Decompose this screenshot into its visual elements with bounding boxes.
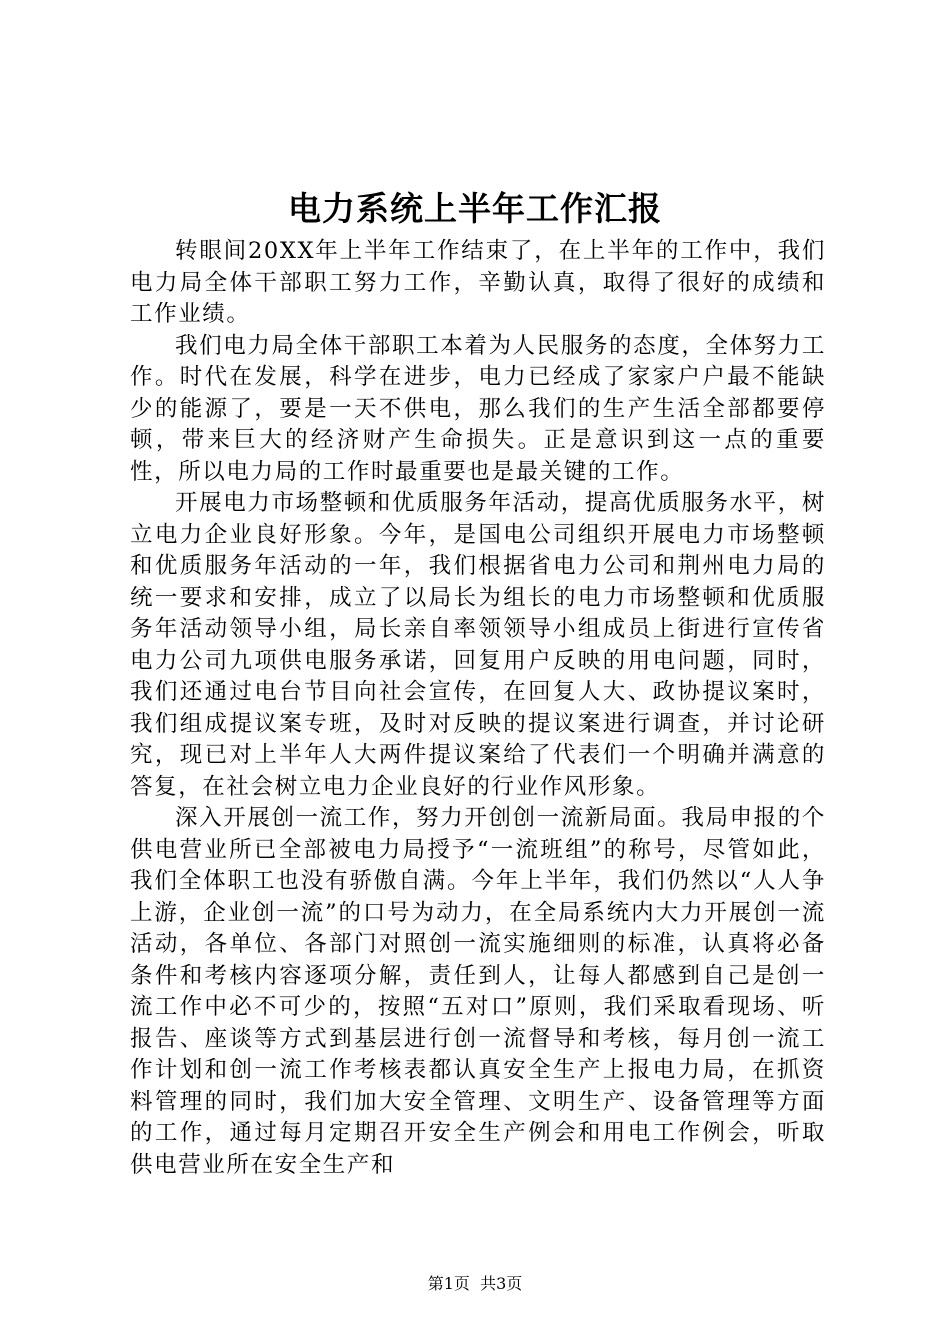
paragraph-4: 深入开展创一流工作，努力开创创一流新局面。我局申报的个供电营业所已全部被电力局授予“一流班组”的称号，尽管如此，我们全体职工也没有骄傲自满。今年上半年，我们仍然以“人人争上游，企业创一流”的口号为动力，在全局系统内大力开展创一流活动，各单位、各部门对照创一流实施细则的标准，认真将必备条件和考核内容逐项分解，责任到人，让每人都感到自己是创一流工作中必不可少的，按照“五对口”原则，我们采取看现场、听报告、座谈等方式到基层进行创一流督导和考核，每月创一流工作计划和创一流工作考核表都认真安全生产上报电力局，在抓资料管理的同时，我们加大安全管理、文明生产、设备管理等方面的工作，通过每月定期召开安全生产例会和用电工作例会，听取供电营业所在安全生产和 <box>130 805 826 1178</box>
document-body <box>130 236 826 1181</box>
paragraph-2: 我们电力局全体干部职工本着为人民服务的态度，全体努力工作。时代在发展，科学在进步，电力已经成了家家户户最不能缺少的能源了，要是一天不供电，那么我们的生产生活全部都要停顿，带来巨大的经济财产生命损失。正是意识到这一点的重要性，所以电力局的工作时最重要也是最关键的工作。 <box>130 332 826 485</box>
paragraph-1: 转眼间20XX年上半年工作结束了，在上半年的工作中，我们电力局全体干部职工努力工作，辛勤认真，取得了很好的成绩和工作业绩。 <box>130 238 826 327</box>
page-footer <box>0 1274 950 1294</box>
page-number: 第1页 <box>427 1274 470 1293</box>
page-total: 共3页 <box>480 1274 523 1293</box>
paragraph-3: 开展电力市场整顿和优质服务年活动，提高优质服务水平，树立电力企业良好形象。今年，是国电公司组织开展电力市场整顿和优质服务年活动的一年，我们根据省电力公司和荆州电力局的统一要求和安排，成立了以局长为组长的电力市场整顿和优质服务年活动领导小组，局长亲自率领领导小组成员上街进行宣传省电力公司九项供电服务承诺，回复用户反映的用电问题，同时，我们还通过电台节目向社会宣传，在回复人大、政协提议案时，我们组成提议案专班，及时对反映的提议案进行调查，并讨论研究，现已对上半年人大两件提议案给了代表们一个明确并满意的答复，在社会树立电力企业良好的行业作风形象。 <box>130 490 826 800</box>
document-title: 电力系统上半年工作汇报 <box>288 189 662 228</box>
